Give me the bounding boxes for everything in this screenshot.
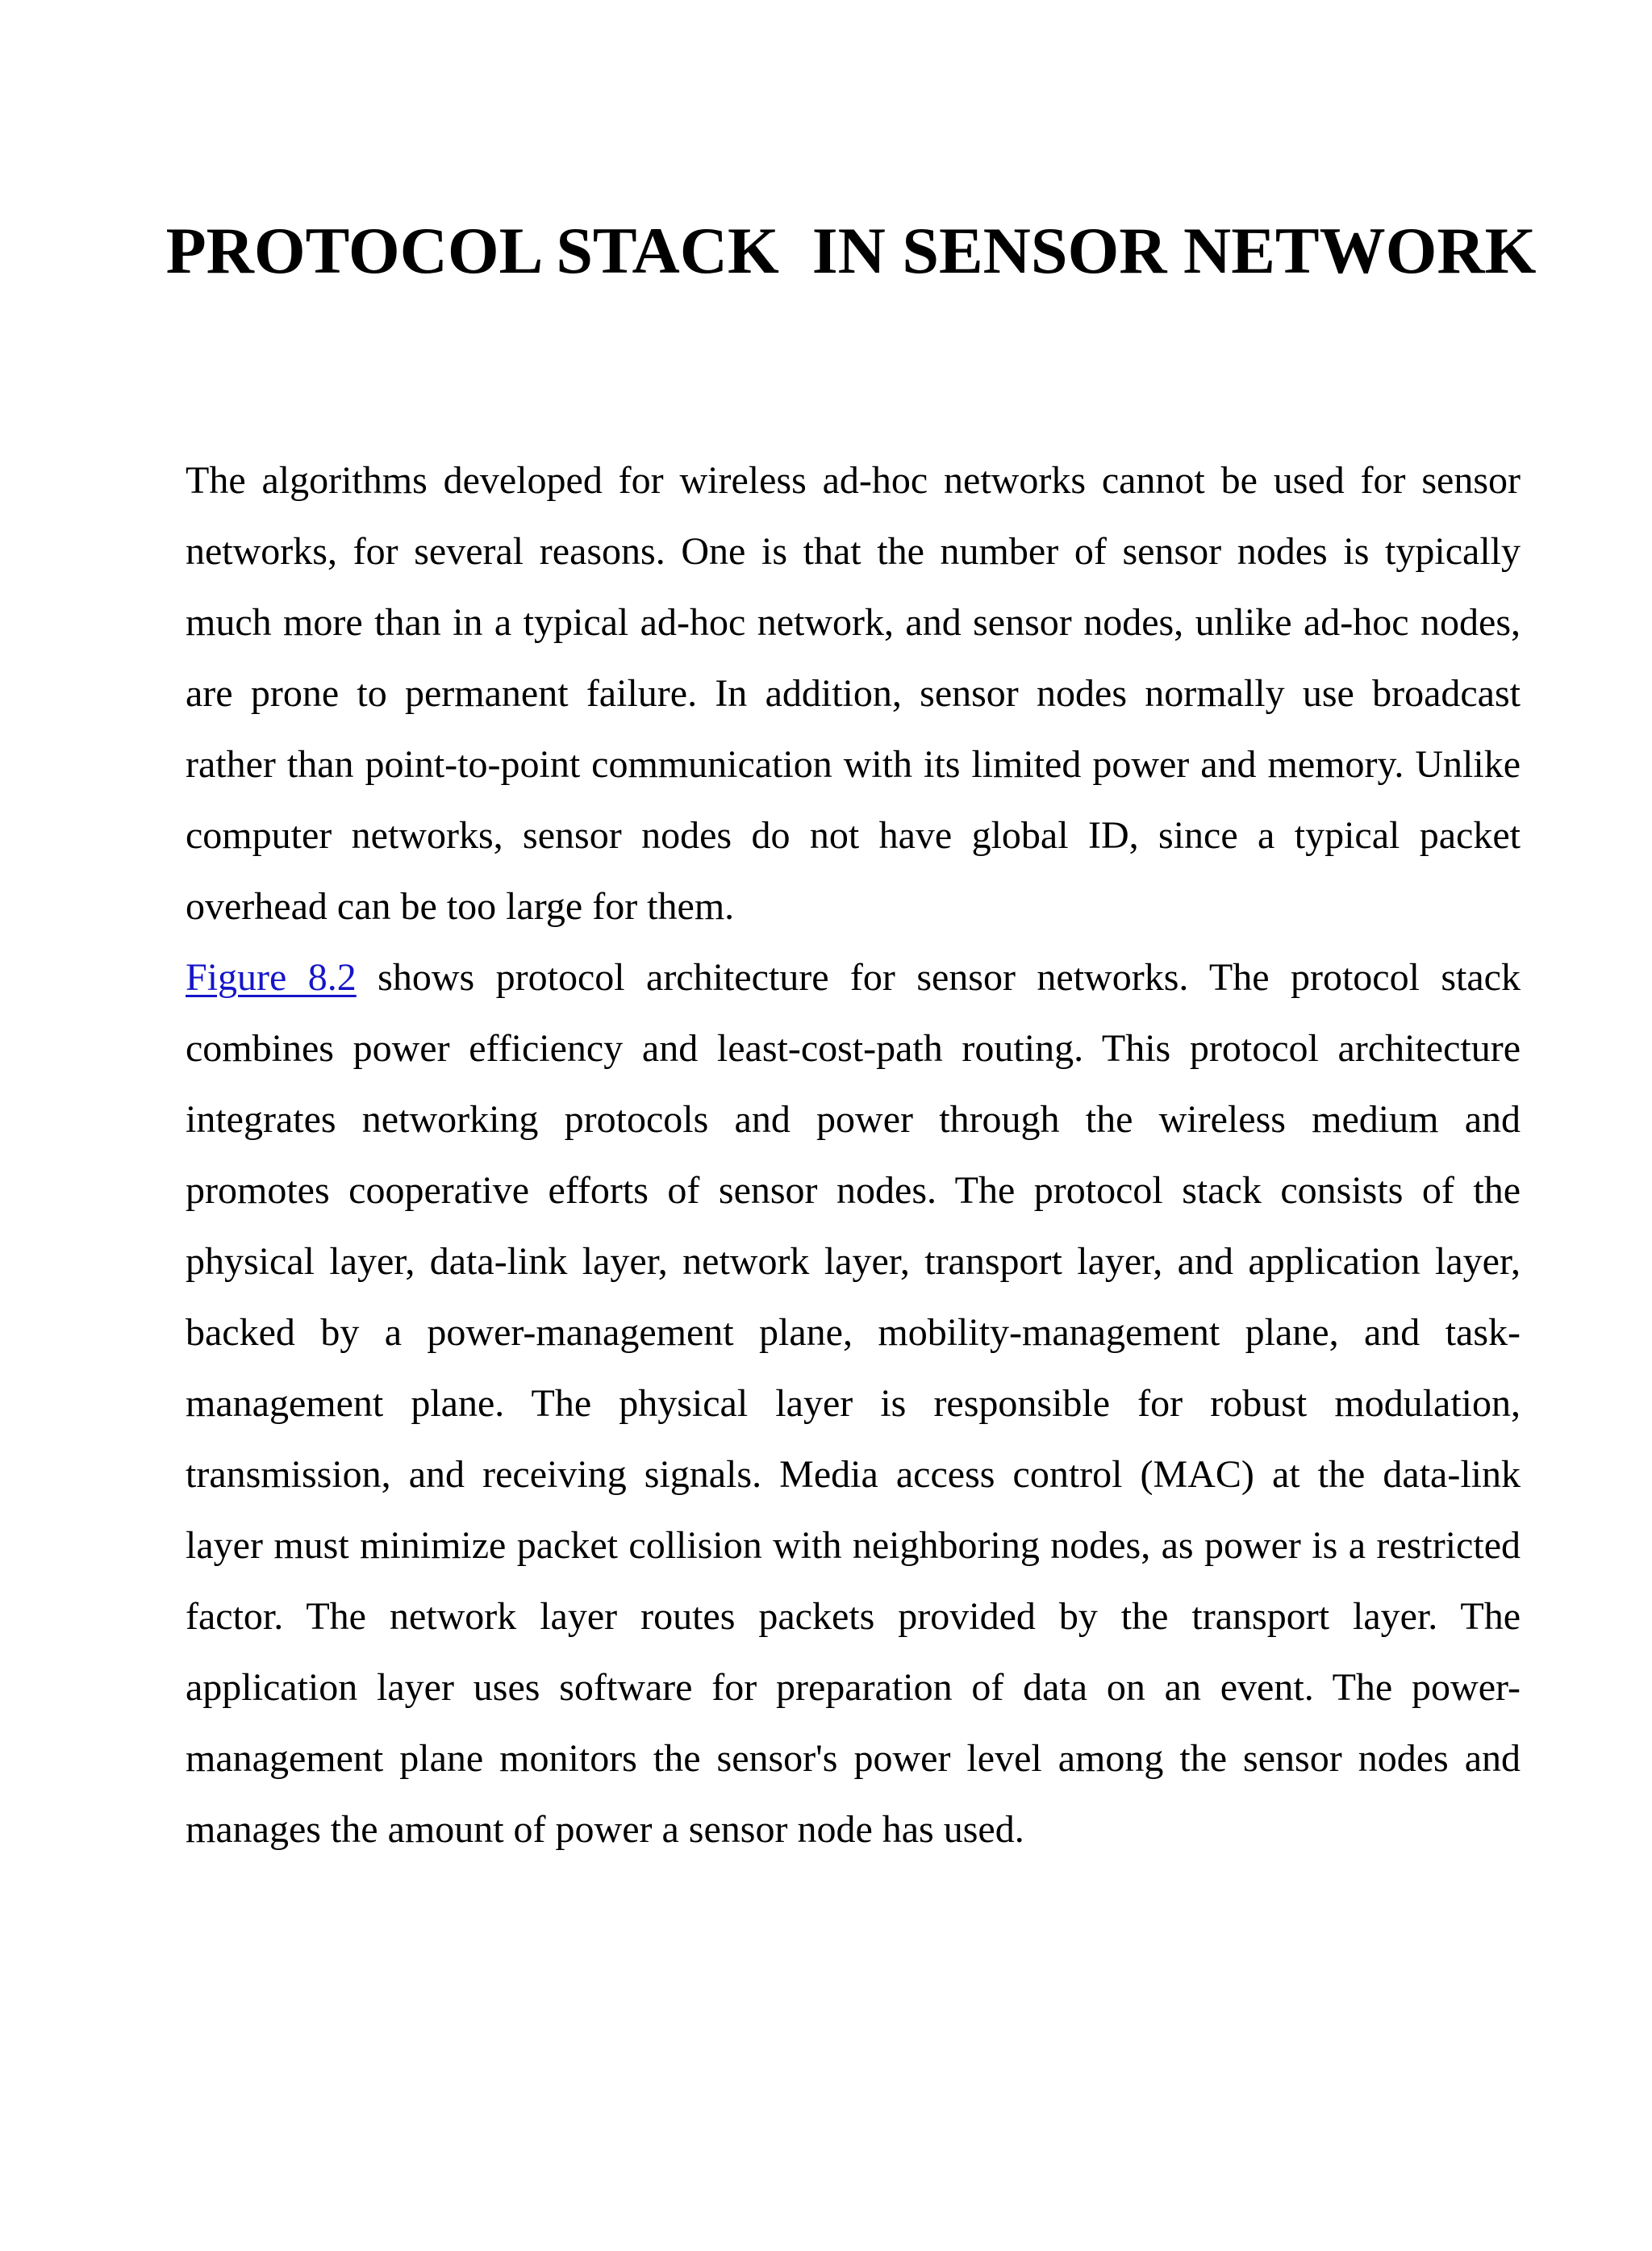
- page-title: PROTOCOL STACK IN SENSOR NETWORK: [165, 214, 1537, 287]
- paragraph-intro: The algorithms developed for wireless ad-hoc networks cannot be used for sensor networks, for several reasons. One is that the number of sensor nodes is typically much more than in a typical ad-hoc network, and sensor nodes, unlike ad-hoc nodes, are prone to permanent failure. In addition, sensor nodes normally use broadcast rather than point-to-point communication with its limited power and memory. Unlike computer networks, sensor nodes do not have global ID, since a typical packet overhead can be too large for them.: [186, 459, 1521, 928]
- document-body: [186, 445, 1521, 1865]
- figure-8-2-link[interactable]: Figure 8.2: [186, 956, 357, 999]
- paragraph-protocol-architecture-text: shows protocol architecture for sensor networks. The protocol stack combines power efficiency and least-cost-path routing. This protocol architecture integrates networking protocols and power through the wireless medium and promotes cooperative efforts of sensor nodes. The protocol stack consists of the physical layer, data-link layer, network layer, transport layer, and application layer, backed by a power-management plane, mobility-management plane, and task-management plane. The physical layer is responsible for robust modulation, transmission, and receiving signals. Media access control (MAC) at the data-link layer must minimize packet collision with neighboring nodes, as power is a restricted factor. The network layer routes packets provided by the transport layer. The application layer uses software for preparation of data on an event. The power-management plane monitors the sensor's power level among the sensor nodes and manages the amount of power a sensor node has used.: [186, 956, 1521, 1851]
- paragraph-protocol-architecture: [186, 942, 1521, 1865]
